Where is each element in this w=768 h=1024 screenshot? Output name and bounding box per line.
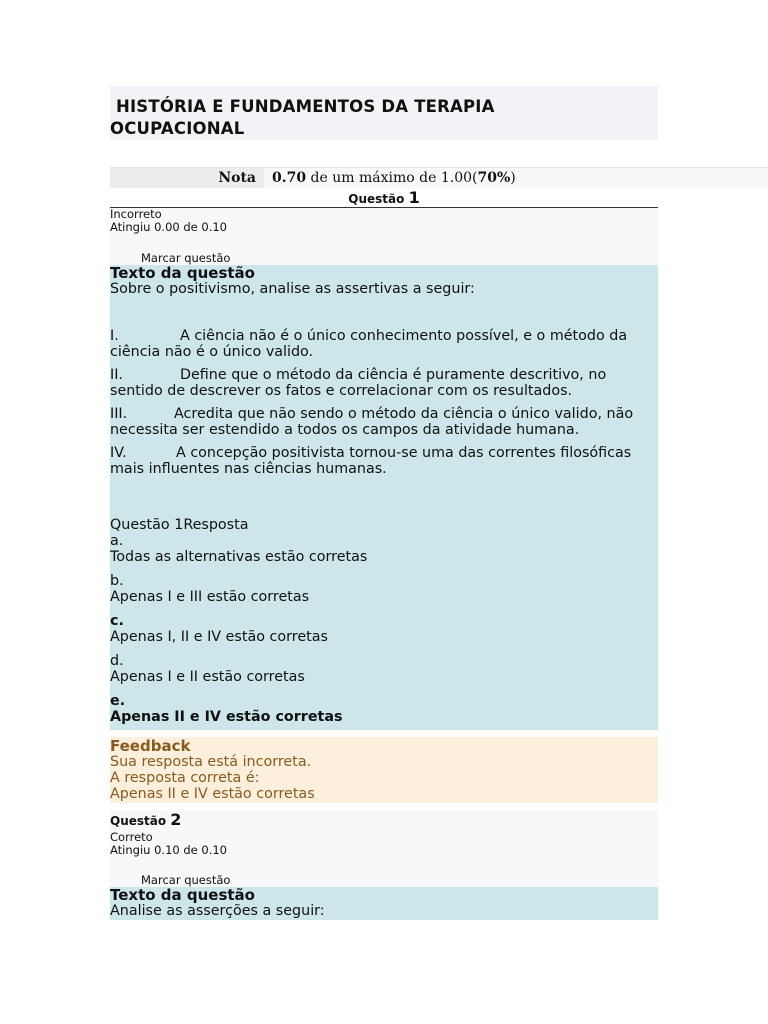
option-b[interactable]: b. Apenas I e III estão corretas xyxy=(110,573,310,605)
statement-4: IV. A concepção positivista tornou-se uma das correntes filosóficas mais influentes nas ciências humanas. xyxy=(110,445,632,477)
question2-label: Questão xyxy=(110,814,171,828)
feedback-line3: Apenas II e IV estão corretas xyxy=(110,786,315,802)
question1-header xyxy=(110,188,658,208)
question2-points: Atingiu 0.10 de 0.10 xyxy=(110,843,227,857)
question2-prompt: Analise as asserções a seguir: xyxy=(110,903,325,919)
feedback-title: Feedback xyxy=(110,737,191,755)
statement-2: II. Define que o método da ciência é puramente descritivo, no sentido de descrever os fatos e correlacionar com os resultados. xyxy=(110,367,607,399)
question1-text-heading: Texto da questão xyxy=(110,264,255,282)
course-title-line1: HISTÓRIA E FUNDAMENTOS DA TERAPIA xyxy=(110,97,495,116)
question1-prompt: Sobre o positivismo, analise as assertivas a seguir: xyxy=(110,281,475,297)
question1-number: 1 xyxy=(408,188,420,207)
question1-status: Incorreto xyxy=(110,207,162,221)
grade-text-mid: de um máximo de 1.00( xyxy=(306,170,478,186)
grade-value xyxy=(272,168,516,188)
grade-row xyxy=(110,167,768,188)
option-e[interactable]: e. Apenas II e IV estão corretas xyxy=(110,693,343,725)
question2-text-heading: Texto da questão xyxy=(110,886,255,904)
question2-text-block xyxy=(110,887,658,920)
question1-feedback xyxy=(110,737,658,803)
option-a[interactable]: a. Todas as alternativas estão corretas xyxy=(110,533,368,565)
grade-score: 0.70 xyxy=(272,170,307,186)
question1-text-block xyxy=(110,265,658,730)
course-title-line2: OCUPACIONAL xyxy=(110,119,245,138)
grade-text-end: ) xyxy=(510,170,516,186)
question2-flag-link[interactable]: Marcar questão xyxy=(141,873,231,887)
statement-1: I. A ciência não é o único conhecimento possível, e o método da ciência não é o único valido. xyxy=(110,328,628,360)
statement-3: III. Acredita que não sendo o método da ciência o único valido, não necessita ser estendido a todos os campos da atividade humana. xyxy=(110,406,634,438)
feedback-line1: Sua resposta está incorreta. xyxy=(110,754,312,770)
question1-answer-label: Questão 1Resposta xyxy=(110,517,249,533)
grade-percent: 70% xyxy=(477,170,511,186)
question1-flag-link[interactable]: Marcar questão xyxy=(141,251,231,265)
question1-info xyxy=(110,208,658,265)
option-c[interactable]: c. Apenas I, II e IV estão corretas xyxy=(110,613,328,645)
option-d[interactable]: d. Apenas I e II estão corretas xyxy=(110,653,305,685)
question1-points: Atingiu 0.00 de 0.10 xyxy=(110,220,227,234)
question2-info xyxy=(110,810,658,887)
grade-label: Nota xyxy=(110,168,264,188)
question2-number: 2 xyxy=(170,810,182,829)
question1-label: Questão xyxy=(348,192,409,206)
question2-status: Correto xyxy=(110,830,153,844)
question2-header xyxy=(110,810,658,831)
course-title xyxy=(110,86,658,140)
feedback-line2: A resposta correta é: xyxy=(110,770,260,786)
